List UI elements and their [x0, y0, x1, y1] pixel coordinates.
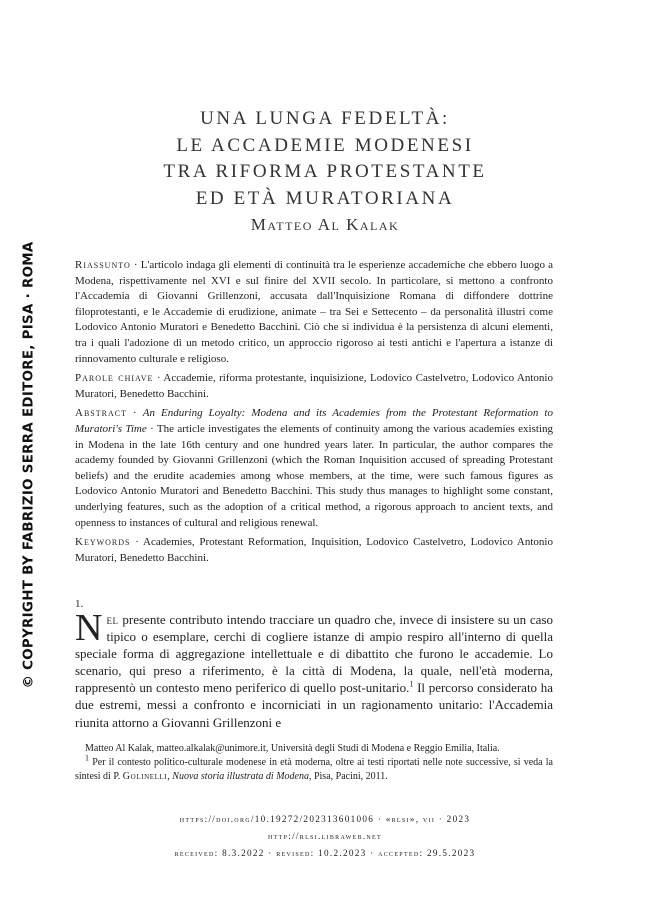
separator: · — [146, 422, 157, 435]
footnote-ref[interactable]: 1 — [409, 680, 414, 690]
footnote-1 — [75, 753, 553, 784]
title-line: ED ETÀ MURATORIANA — [195, 187, 455, 209]
separator: · — [130, 536, 143, 549]
doi-line[interactable]: https://doi.org/10.19272/202313601006 · «rlsi», vii · 2023 — [179, 814, 471, 824]
footnote-text: , — [167, 771, 173, 782]
keywords-label: Keywords — [75, 536, 131, 549]
lead-smallcaps: el — [106, 612, 119, 627]
author-name: Matteo Al Kalak — [250, 215, 400, 234]
separator: · — [130, 259, 141, 271]
abstract-block — [75, 258, 553, 570]
body-text-part: presente contributo intendo tracciare un quadro che, invece di insistere su un caso tipico o esemplare, cerchi di cogliere istanze di ampio respiro all'interno di quella speciale forma di aggregazione intellettuale e di dibattito che furono le accademie. Lo scenario, qui preso a riferimento, è la città di Modena, la quale, nell'età moderna, rappresentò un contesto meno periferico di quello post-unitario. — [75, 612, 553, 696]
keywords-paragraph — [75, 535, 553, 566]
publication-meta — [0, 811, 650, 862]
keywords-text: Academies, Protestant Reformation, Inquisition, Lodovico Castelvetro, Lodovico Antonio Muratori, Benedetto Bacchini. — [75, 536, 553, 564]
separator: · — [153, 372, 164, 385]
footnotes — [75, 742, 553, 784]
abstract-english-title: An Enduring Loyalty: Modena and its Academies from the Protestant Reformation to Muratori's Time — [75, 407, 553, 435]
title-line: UNA LUNGA FEDELTÀ: — [200, 108, 450, 129]
parole-chiave-paragraph — [75, 371, 553, 402]
footnote-text: , Pisa, Pacini, 2011. — [308, 771, 388, 782]
abstract-label: Abstract — [75, 407, 127, 420]
body-text-part: Il percorso considerato ha due estremi, messi a confronto e incorniciati in un ragionamento unitario: l'Accademia riunita attorno a Giovanni Grillenzoni e — [75, 680, 554, 730]
body-paragraph — [75, 607, 554, 731]
riassunto-text: L'articolo indaga gli elementi di continuità tra le esperienze accademiche che ebbero luogo a Modena, rispettivamente nel XVI e sul finire del XVII secolo. In particolare, si mettono a confronto l'Accademia di Giovanni Grillenzoni, accusata dall'Inquisizione Romana di diffondere dottrine filoprotestanti, e le Accademie di erudizione, animate – tra Sei e Settecento – da personalità illustri come Lodovico Antonio Muratori e Benedetto Bacchini. Ciò che si individua è la persistenza di alcuni elementi, tra i quali l'adozione di un metodo critico, un approccio rigoroso ai testi antichi e l'apertura a istanze di rinnovamento culturale e religioso. — [75, 259, 553, 365]
footnote-book-title: Nuova storia illustrata di Modena — [172, 771, 309, 782]
parole-chiave-label: Parole chiave — [75, 372, 154, 385]
footnote-number: 1 — [85, 753, 89, 763]
riassunto-paragraph — [75, 258, 553, 367]
footnote-text: Per il contesto politico-culturale modenese in età moderna, oltre ai testi riportati nelle note successive, si veda la sintesi di P. — [75, 757, 553, 782]
author-affiliation: Matteo Al Kalak, matteo.alkalak@unimore.it, Università degli Studi di Modena e Reggio Emilia, Italia. — [85, 743, 500, 754]
copyright-notice: © COPYRIGHT BY FABRIZIO SERRA EDITORE, PISA · ROMA — [21, 241, 37, 689]
copyright-sidebar — [16, 241, 42, 689]
section-number: 1. — [75, 598, 84, 610]
footnote-author: Golinelli — [122, 771, 168, 782]
abstract-text: The article investigates the elements of continuity among the various academies existing in Modena in the late 16th century and one hundred years later. In particular, the author compares the academy founded by Giovanni Grillenzoni (which the Roman Inquisition accused of spreading Protestant beliefs) and the erudite academies among whose members, at the time, were such famous figures as Lodovico Antonio Muratori and Benedetto Bacchini. This study thus manages to highlight some constant, underlying features, such as the adoption of a critical method, a rigorous approach to ancient texts, and openness to instances of cultural and religious renewal. — [75, 422, 553, 529]
title-line: TRA RIFORMA PROTESTANTE — [163, 161, 487, 182]
journal-url[interactable]: http://rlsi.libraweb.net — [268, 831, 382, 841]
separator: · — [126, 407, 143, 420]
dates-line: received: 8.3.2022 · revised: 10.2.2023 · accepted: 29.5.2023 — [174, 848, 476, 858]
abstract-paragraph — [75, 406, 553, 531]
riassunto-label: Riassunto — [75, 259, 131, 271]
article-title — [0, 106, 650, 212]
drop-cap: N — [75, 607, 103, 649]
title-line: LE ACCADEMIE MODENESI — [176, 134, 474, 156]
parole-chiave-text: Accademie, riforma protestante, inquisizione, Lodovico Castelvetro, Lodovico Antonio Muratori, Benedetto Bacchini. — [75, 372, 553, 400]
